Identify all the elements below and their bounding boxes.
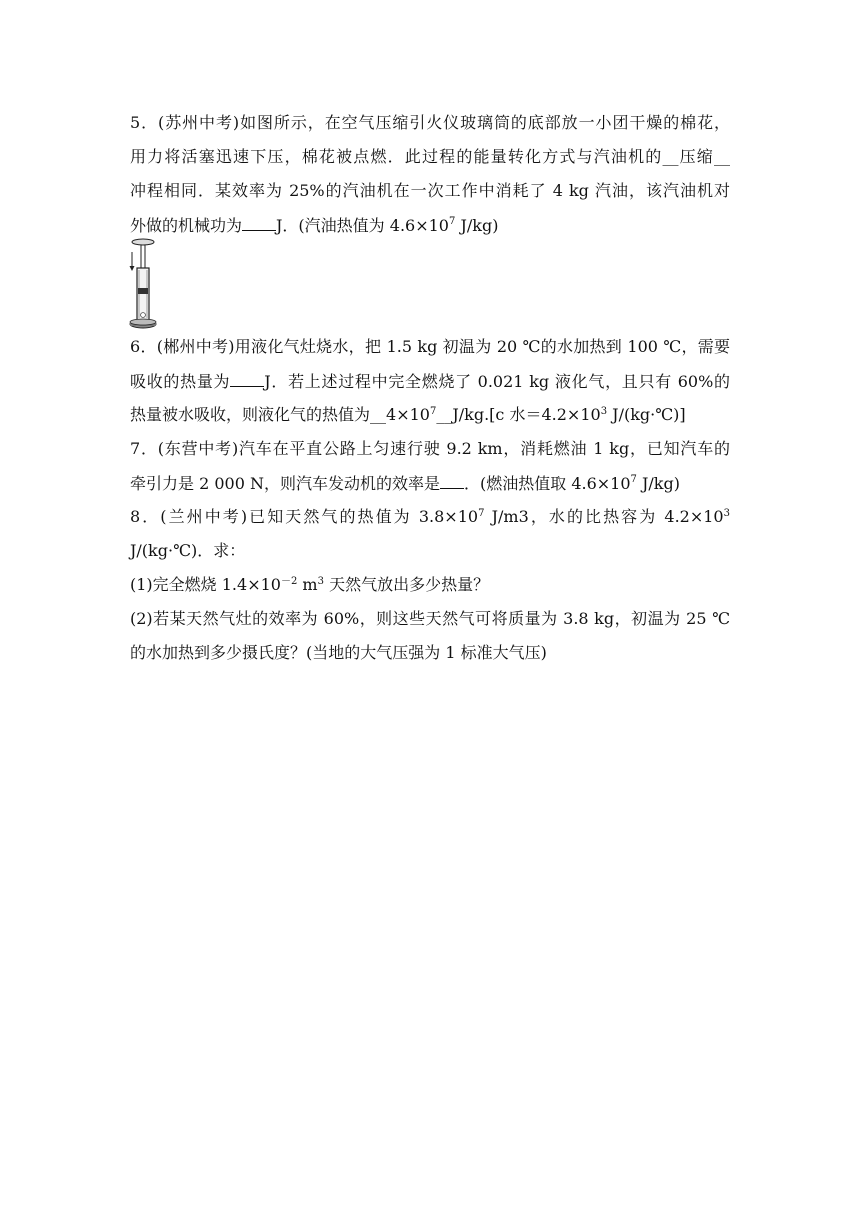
q8-line-1-mid: J/m3，水的比热容为 4.2×10 (484, 507, 724, 526)
answer-blank (230, 370, 264, 387)
q8-line-2: J/(kg·℃)．求： (130, 541, 246, 560)
q5-line-4-tail: J/kg) (455, 216, 499, 235)
q5-answer-compression: __压缩__ (662, 147, 730, 166)
q8-sub-1-unit: m (297, 575, 318, 594)
q8-sub-2-line-1: (2)若某天然气灶的效率为 60%，则这些天然气可将质量为 3.8 kg，初温为 25 ℃ (130, 609, 730, 628)
q6-line-3-unit: J/kg.[c 水＝4.2×10 (452, 405, 601, 424)
q8-sub-1-text: (1)完全燃烧 1.4×10 (130, 575, 281, 594)
q7-line-2 (130, 472, 730, 494)
q8-sub-2-line-2: 的水加热到多少摄氏度？(当地的大气压强为 1 标准大气压) (130, 643, 547, 662)
exponent: 3 (317, 576, 324, 587)
q6-answer-base: __4×10 (370, 405, 430, 424)
exponent: 3 (600, 406, 608, 417)
exponent: 3 (723, 508, 730, 519)
exponent: 7 (429, 406, 437, 417)
q5-line-2-text: 用力将活塞迅速下压，棉花被点燃．此过程的能量转化方式与汽油机的 (130, 147, 663, 166)
q6-line-2-tail: J．若上述过程中完全燃烧了 0.021 kg 液化气，且只有 60%的 (264, 372, 730, 391)
q7-line-2-note: ．(燃油热值取 4.6×10 (463, 474, 631, 493)
q8-line-1-text: 8．(兰州中考)已知天然气的热值为 3.8×10 (130, 507, 479, 526)
q6-answer-heat-value (370, 405, 452, 424)
q5-line-1: 5．(苏州中考)如图所示，在空气压缩引火仪玻璃筒的底部放一小团干燥的棉花， (130, 113, 730, 132)
q7-line-2-tail: J/kg) (636, 474, 680, 493)
q5-line-3: 冲程相同．某效率为 25%的汽油机在一次工作中消耗了 4 kg 汽油，该汽油机对 (130, 181, 730, 200)
q7-line-1: 7．(东营中考)汽车在平直公路上匀速行驶 9.2 km，消耗燃油 1 kg，已知汽车的 (130, 439, 730, 458)
q6-line-2 (130, 370, 730, 392)
q8-sub-1-tail: 天然气放出多少热量？ (323, 575, 490, 594)
q5-line-4 (130, 214, 730, 236)
q6-line-3 (130, 404, 730, 426)
exponent: 7 (630, 474, 637, 485)
q6-line-3-tail: J/(kg·℃)] (607, 405, 686, 424)
answer-blank (242, 214, 276, 231)
q6-answer-tail: __ (436, 405, 453, 424)
exponent: －2 (280, 576, 298, 587)
exponent: 7 (448, 216, 456, 227)
q6-line-3-text: 热量被水吸收，则液化气的热值为 (130, 405, 371, 424)
q7-line-2-text: 牵引力是 2 000 N，则汽车发动机的效率是 (130, 474, 440, 493)
q5-line-2 (130, 146, 730, 168)
q6-line-1: 6．(郴州中考)用液化气灶烧水，把 1.5 kg 初温为 20 ℃的水加热到 100 ℃，需要 (130, 337, 730, 356)
q6-line-2-text: 吸收的热量为 (130, 372, 231, 391)
q5-line-4-text: 外做的机械功为 (130, 216, 243, 235)
q8-sub-1 (130, 574, 730, 596)
q5-line-4-unit: J．(汽油热值为 4.6×10 (276, 216, 449, 235)
q8-line-1 (130, 506, 730, 528)
air-compression-igniter-icon (128, 238, 158, 330)
exponent: 7 (478, 508, 485, 519)
answer-blank (440, 472, 464, 489)
